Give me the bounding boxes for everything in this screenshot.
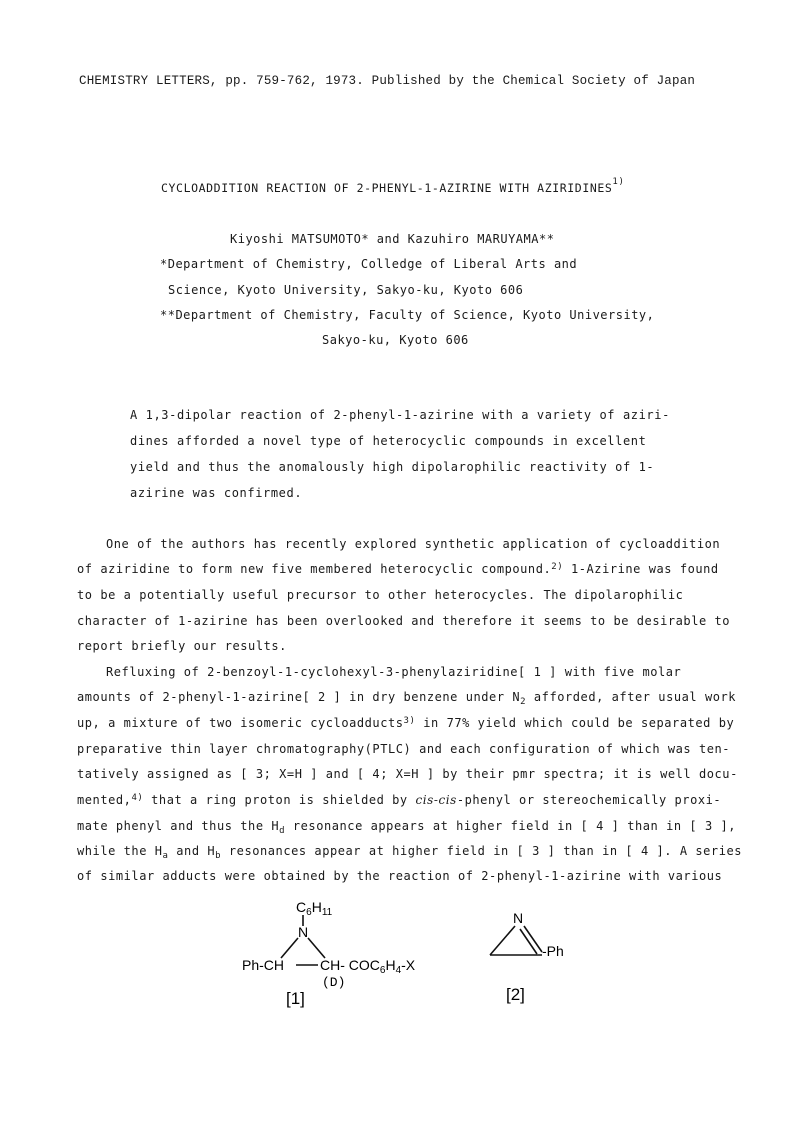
body-line: One of the authors has recently explored synthetic application of cycloaddition (106, 537, 721, 551)
title-ref: 1) (612, 177, 625, 187)
body-line: preparative thin layer chromatography(PTLC) and each configuration of which was ten- (77, 742, 731, 756)
structure-2-phenyl: -Ph (542, 943, 564, 959)
structure-1 (230, 890, 450, 1015)
structure-1-d-label: (D) (322, 975, 346, 990)
structure-1-bond (308, 938, 325, 958)
paper-title (161, 177, 625, 195)
body-line: of similar adducts were obtained by the reaction of 2-phenyl-1-azirine with various (77, 869, 723, 883)
body-line: of aziridine to form new five membered heterocyclic compound.$^{2)}$ 1-Azirine was found (77, 562, 719, 576)
journal-header: CHEMISTRY LETTERS, pp. 759-762, 1973. Published by the Chemical Society of Japan (79, 74, 696, 88)
structure-1-right: CH- $COC_6H_4-X$ (320, 957, 416, 976)
body-line: mented,$^{4)}$ that a ring proton is shielded by cis-cis-phenyl or stereochemically proxi- (77, 793, 722, 807)
body-line: report briefly our results. (77, 639, 287, 653)
body-line: character of 1-azirine has been overlooked and therefore it seems to be desirable to (77, 614, 731, 628)
author-names: Kiyoshi MATSUMOTO* and Kazuhiro MARUYAMA** (230, 232, 555, 246)
affiliation-2-line-1: **Department of Chemistry, Faculty of Science, Kyoto University, (160, 308, 655, 322)
title-text: CYCLOADDITION REACTION OF 2-PHENYL-1-AZIRINE WITH AZIRIDINES (161, 180, 613, 195)
abstract-line-1: A 1,3-dipolar reaction of 2-phenyl-1-azirine with a variety of aziri- (130, 408, 670, 422)
body-line: tatively assigned as [ 3; X=H ] and [ 4; X=H ] by their pmr spectra; it is well docu- (77, 767, 738, 781)
body-line: while the $H_a$ and $H_b$ resonances appear at higher field in [ 3 ] than in [ 4 ]. A series (77, 844, 743, 861)
body-line: mate phenyl and thus the $H_d$ resonance appears at higher field in [ 4 ] than in [ 3 ], (77, 819, 737, 836)
abstract-line-4: azirine was confirmed. (130, 486, 303, 500)
structure-1-nitrogen: N (298, 924, 309, 940)
body-line: amounts of 2-phenyl-1-azirine[ 2 ] in dry benzene under $N_2$ afforded, after usual work (77, 690, 737, 707)
structure-1-substituent: $C_6H_{11}$ (296, 899, 333, 918)
abstract-line-2: dines afforded a novel type of heterocyclic compounds in excellent (130, 434, 647, 448)
structure-1-bond (281, 938, 298, 958)
body-line: up, a mixture of two isomeric cycloadducts$^{3)}$ in 77% yield which could be separated by (77, 716, 735, 730)
structure-2-bond (490, 926, 515, 955)
body-line: to be a potentially useful precursor to other heterocycles. The dipolarophilic (77, 588, 684, 602)
body-line: Refluxing of 2-benzoyl-1-cyclohexyl-3-phenylaziridine[ 1 ] with five molar (106, 665, 682, 679)
structure-2 (480, 905, 610, 1010)
structure-1-left: Ph-CH (242, 957, 285, 973)
abstract-line-3: yield and thus the anomalously high dipolarophilic reactivity of 1- (130, 460, 655, 474)
structure-2-nitrogen: N (513, 910, 524, 926)
affiliation-1-line-2: Science, Kyoto University, Sakyo-ku, Kyoto 606 (168, 283, 524, 297)
affiliation-2-line-2: Sakyo-ku, Kyoto 606 (322, 333, 469, 347)
structure-1-label: [1] (286, 989, 305, 1008)
affiliation-1-line-1: *Department of Chemistry, Colledge of Liberal Arts and (160, 257, 578, 271)
structure-2-label: [2] (506, 985, 525, 1004)
